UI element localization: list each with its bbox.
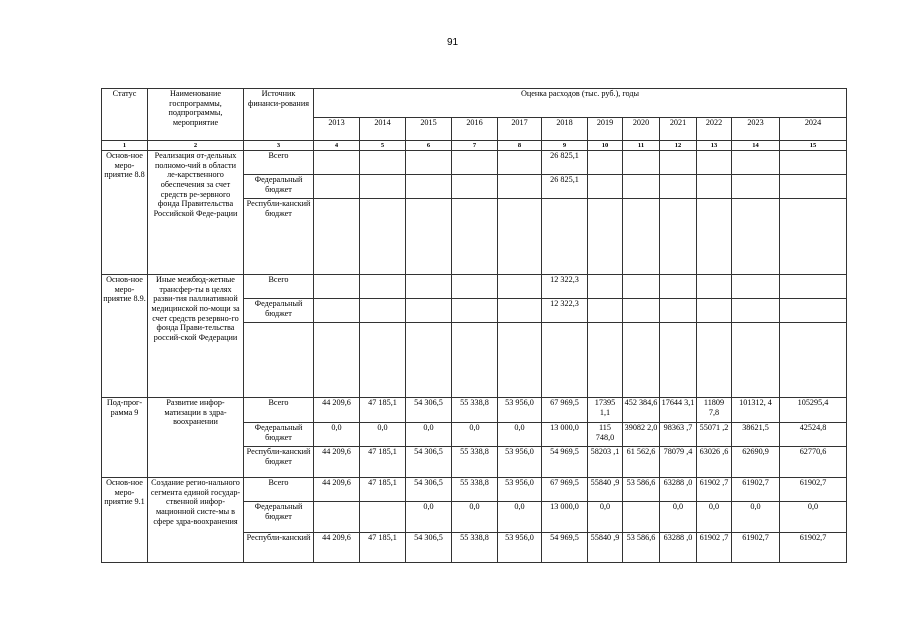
value-cell: 0,0 xyxy=(660,502,697,533)
table-row xyxy=(102,478,847,502)
column-number: 15 xyxy=(780,141,847,151)
column-number: 11 xyxy=(623,141,660,151)
value-cell xyxy=(660,323,697,398)
column-number: 9 xyxy=(542,141,588,151)
table-row xyxy=(102,151,847,175)
value-cell xyxy=(623,299,660,323)
value-cell xyxy=(452,151,498,175)
year-header: 2024 xyxy=(780,118,847,141)
value-cell xyxy=(780,151,847,175)
value-cell: 55 338,8 xyxy=(452,478,498,502)
funding-source-cell: Республи-канский бюджет xyxy=(244,199,314,275)
value-cell: 17395 1,1 xyxy=(588,398,623,423)
value-cell: 61902 ,7 xyxy=(697,533,732,563)
year-header: 2023 xyxy=(732,118,780,141)
value-cell xyxy=(360,151,406,175)
status-cell: Основ-ное меро-приятие 8.9. xyxy=(102,275,148,398)
value-cell xyxy=(452,299,498,323)
value-cell xyxy=(780,299,847,323)
value-cell xyxy=(623,275,660,299)
value-cell xyxy=(623,175,660,199)
value-cell: 0,0 xyxy=(498,502,542,533)
value-cell: 26 825,1 xyxy=(542,151,588,175)
value-cell: 0,0 xyxy=(732,502,780,533)
value-cell: 47 185,1 xyxy=(360,447,406,478)
value-cell xyxy=(732,275,780,299)
value-cell xyxy=(588,323,623,398)
page-number: 91 xyxy=(446,37,459,48)
value-cell: 105295,4 xyxy=(780,398,847,423)
value-cell: 61 562,6 xyxy=(623,447,660,478)
value-cell: 13 000,0 xyxy=(542,502,588,533)
value-cell: 62770,6 xyxy=(780,447,847,478)
header-name: Наименование госпрограммы, подпрограммы, мероприятие xyxy=(148,89,244,141)
value-cell xyxy=(697,299,732,323)
measure-name-cell: Иные межбюд-жетные трансфер-ты в целях разви-тия паллиативной медицинской по-мощи за счет средств резервно-го фонда Прави-тельства россий-ской Федерации xyxy=(148,275,244,398)
value-cell: 55 338,8 xyxy=(452,447,498,478)
budget-table xyxy=(101,88,847,563)
status-cell: Под-прог-рамма 9 xyxy=(102,398,148,478)
funding-source-cell: Федеральный бюджет xyxy=(244,423,314,447)
value-cell xyxy=(780,175,847,199)
value-cell: 12 322,3 xyxy=(542,299,588,323)
value-cell xyxy=(697,323,732,398)
value-cell xyxy=(660,199,697,275)
value-cell: 61902,7 xyxy=(780,478,847,502)
year-header: 2015 xyxy=(406,118,452,141)
value-cell: 61902,7 xyxy=(732,478,780,502)
value-cell: 54 969,5 xyxy=(542,533,588,563)
value-cell: 67 969,5 xyxy=(542,478,588,502)
value-cell xyxy=(360,175,406,199)
value-cell: 63288 ,0 xyxy=(660,478,697,502)
funding-source-cell: Всего xyxy=(244,478,314,502)
value-cell: 53 956,0 xyxy=(498,533,542,563)
status-cell: Основ-ное меро-приятие 9.1 xyxy=(102,478,148,563)
column-number: 7 xyxy=(452,141,498,151)
value-cell xyxy=(498,299,542,323)
value-cell: 58203 ,1 xyxy=(588,447,623,478)
column-number: 14 xyxy=(732,141,780,151)
year-header: 2022 xyxy=(697,118,732,141)
value-cell xyxy=(406,151,452,175)
value-cell: 55840 ,9 xyxy=(588,478,623,502)
value-cell: 67 969,5 xyxy=(542,398,588,423)
year-header: 2019 xyxy=(588,118,623,141)
value-cell: 54 306,5 xyxy=(406,533,452,563)
year-header: 2014 xyxy=(360,118,406,141)
value-cell: 101312, 4 xyxy=(732,398,780,423)
value-cell xyxy=(623,502,660,533)
column-number: 4 xyxy=(314,141,360,151)
value-cell xyxy=(498,151,542,175)
table-row xyxy=(102,275,847,299)
funding-source-cell xyxy=(244,323,314,398)
funding-source-cell: Федеральный бюджет xyxy=(244,175,314,199)
value-cell xyxy=(314,151,360,175)
value-cell: 26 825,1 xyxy=(542,175,588,199)
measure-name-cell: Реализация от-дельных полномо-чий в области ле-карственного обеспечения за счет средств ре-зервного фонда Правительства Российской Феде-рации xyxy=(148,151,244,275)
value-cell xyxy=(697,275,732,299)
measure-name-cell: Развитие инфор-матизации в здра-воохранении xyxy=(148,398,244,478)
value-cell: 53 956,0 xyxy=(498,398,542,423)
column-numbers-row xyxy=(102,141,847,151)
column-number: 12 xyxy=(660,141,697,151)
value-cell: 0,0 xyxy=(498,423,542,447)
value-cell xyxy=(542,323,588,398)
value-cell: 39082 2,0 xyxy=(623,423,660,447)
value-cell xyxy=(314,502,360,533)
value-cell: 55 338,8 xyxy=(452,398,498,423)
value-cell: 98363 ,7 xyxy=(660,423,697,447)
funding-source-cell: Всего xyxy=(244,275,314,299)
value-cell xyxy=(452,275,498,299)
value-cell xyxy=(588,275,623,299)
value-cell xyxy=(780,199,847,275)
value-cell: 55071 ,2 xyxy=(697,423,732,447)
value-cell xyxy=(588,299,623,323)
value-cell xyxy=(314,299,360,323)
value-cell: 0,0 xyxy=(406,502,452,533)
value-cell: 54 306,5 xyxy=(406,447,452,478)
value-cell xyxy=(314,323,360,398)
column-number: 8 xyxy=(498,141,542,151)
funding-source-cell: Всего xyxy=(244,151,314,175)
value-cell: 55840 ,9 xyxy=(588,533,623,563)
funding-source-cell: Республи-канский бюджет xyxy=(244,447,314,478)
value-cell: 53 956,0 xyxy=(498,447,542,478)
value-cell xyxy=(360,323,406,398)
value-cell: 44 209,6 xyxy=(314,478,360,502)
funding-source-cell: Федеральный бюджет xyxy=(244,299,314,323)
value-cell: 17644 3,1 xyxy=(660,398,697,423)
column-number: 3 xyxy=(244,141,314,151)
measure-name-cell: Создание регио-нального сегмента единой государ-ственной инфор-мационной систе-мы в сфере здра-воохранения xyxy=(148,478,244,563)
value-cell xyxy=(732,323,780,398)
value-cell xyxy=(498,275,542,299)
value-cell: 44 209,6 xyxy=(314,398,360,423)
value-cell xyxy=(732,199,780,275)
year-header: 2013 xyxy=(314,118,360,141)
table-header xyxy=(102,89,847,141)
value-cell: 0,0 xyxy=(360,423,406,447)
value-cell: 78079 ,4 xyxy=(660,447,697,478)
value-cell xyxy=(360,299,406,323)
value-cell xyxy=(314,175,360,199)
value-cell: 54 306,5 xyxy=(406,478,452,502)
value-cell xyxy=(588,175,623,199)
value-cell xyxy=(452,175,498,199)
value-cell xyxy=(660,151,697,175)
year-header: 2021 xyxy=(660,118,697,141)
value-cell xyxy=(732,175,780,199)
header-source: Источник финанси-рования xyxy=(244,89,314,141)
column-number: 10 xyxy=(588,141,623,151)
header-estimate: Оценка расходов (тыс. руб.), годы xyxy=(314,89,847,118)
value-cell: 11809 7,8 xyxy=(697,398,732,423)
year-header: 2016 xyxy=(452,118,498,141)
funding-source-cell: Федеральный бюджет xyxy=(244,502,314,533)
value-cell: 44 209,6 xyxy=(314,533,360,563)
value-cell xyxy=(452,199,498,275)
table-body xyxy=(102,141,847,563)
value-cell: 53 586,6 xyxy=(623,533,660,563)
value-cell: 53 956,0 xyxy=(498,478,542,502)
value-cell xyxy=(360,275,406,299)
column-number: 6 xyxy=(406,141,452,151)
value-cell xyxy=(588,151,623,175)
value-cell xyxy=(542,199,588,275)
value-cell xyxy=(697,175,732,199)
value-cell: 47 185,1 xyxy=(360,478,406,502)
value-cell: 452 384,6 xyxy=(623,398,660,423)
value-cell xyxy=(623,199,660,275)
value-cell xyxy=(406,323,452,398)
table-row xyxy=(102,398,847,423)
value-cell: 0,0 xyxy=(697,502,732,533)
year-header: 2018 xyxy=(542,118,588,141)
value-cell xyxy=(498,175,542,199)
value-cell: 0,0 xyxy=(406,423,452,447)
value-cell: 0,0 xyxy=(314,423,360,447)
value-cell: 61902 ,7 xyxy=(697,478,732,502)
column-number: 2 xyxy=(148,141,244,151)
value-cell: 0,0 xyxy=(452,502,498,533)
value-cell: 38621,5 xyxy=(732,423,780,447)
value-cell xyxy=(452,323,498,398)
value-cell: 63288 ,0 xyxy=(660,533,697,563)
value-cell xyxy=(406,199,452,275)
value-cell: 47 185,1 xyxy=(360,533,406,563)
value-cell xyxy=(314,275,360,299)
value-cell xyxy=(623,151,660,175)
funding-source-cell: Республи-канский xyxy=(244,533,314,563)
column-number: 1 xyxy=(102,141,148,151)
value-cell xyxy=(780,275,847,299)
value-cell xyxy=(498,199,542,275)
year-header: 2020 xyxy=(623,118,660,141)
value-cell: 54 306,5 xyxy=(406,398,452,423)
year-header: 2017 xyxy=(498,118,542,141)
value-cell: 12 322,3 xyxy=(542,275,588,299)
value-cell: 63026 ,6 xyxy=(697,447,732,478)
value-cell: 0,0 xyxy=(452,423,498,447)
column-number: 13 xyxy=(697,141,732,151)
value-cell xyxy=(360,199,406,275)
value-cell xyxy=(660,299,697,323)
value-cell: 44 209,6 xyxy=(314,447,360,478)
value-cell xyxy=(588,199,623,275)
value-cell: 53 586,6 xyxy=(623,478,660,502)
value-cell: 0,0 xyxy=(588,502,623,533)
status-cell: Основ-ное меро-приятие 8.8 xyxy=(102,151,148,275)
value-cell xyxy=(697,199,732,275)
value-cell: 61902,7 xyxy=(732,533,780,563)
value-cell xyxy=(406,175,452,199)
value-cell xyxy=(660,175,697,199)
value-cell xyxy=(780,323,847,398)
value-cell: 47 185,1 xyxy=(360,398,406,423)
value-cell xyxy=(732,151,780,175)
value-cell: 54 969,5 xyxy=(542,447,588,478)
value-cell: 0,0 xyxy=(780,502,847,533)
value-cell xyxy=(697,151,732,175)
value-cell: 62690,9 xyxy=(732,447,780,478)
value-cell xyxy=(498,323,542,398)
value-cell: 13 000,0 xyxy=(542,423,588,447)
value-cell: 115 748,0 xyxy=(588,423,623,447)
value-cell xyxy=(732,299,780,323)
value-cell xyxy=(660,275,697,299)
value-cell xyxy=(623,323,660,398)
value-cell xyxy=(406,275,452,299)
value-cell xyxy=(360,502,406,533)
header-status: Статус xyxy=(102,89,148,141)
value-cell: 42524,8 xyxy=(780,423,847,447)
column-number: 5 xyxy=(360,141,406,151)
value-cell: 55 338,8 xyxy=(452,533,498,563)
funding-source-cell: Всего xyxy=(244,398,314,423)
value-cell: 61902,7 xyxy=(780,533,847,563)
value-cell xyxy=(406,299,452,323)
value-cell xyxy=(314,199,360,275)
